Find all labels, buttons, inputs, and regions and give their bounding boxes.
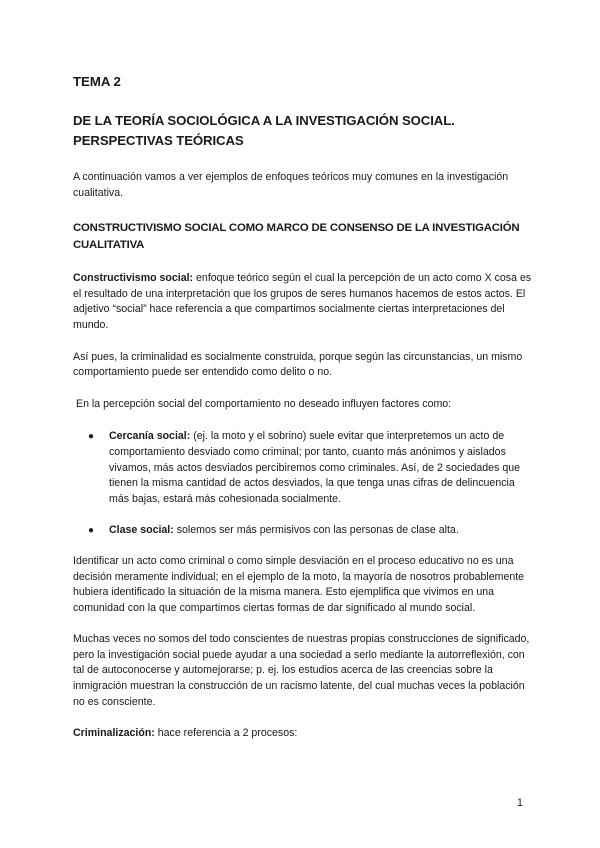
cercania-term: Cercanía social: <box>109 430 191 443</box>
chapter-title <box>73 111 533 151</box>
chapter-title-line2: PERSPECTIVAS TEÓRICAS <box>73 133 244 148</box>
page-content <box>73 74 533 742</box>
chapter-title-line1: DE LA TEORÍA SOCIOLÓGICA A LA INVESTIGACIÓN SOCIAL. <box>73 113 455 128</box>
section-heading: CONSTRUCTIVISMO SOCIAL COMO MARCO DE CONSENSO DE LA INVESTIGACIÓN CUALITATIVA <box>73 222 520 251</box>
constructivismo-definition: enfoque teórico según el cual la percepción de un acto como X cosa es el resultado de una interpretación que los grupos de seres humanos hacemos de estos actos. El adjetivo “social” hace referencia a que compartimos socialmente ciertas interpretaciones del mundo. <box>73 272 532 331</box>
constructivismo-term: Constructivismo social: <box>73 272 194 285</box>
identificar-paragraph: Identificar un acto como criminal o como simple desviación en el proceso educativo no es una decisión meramente individual; en el ejemplo de la moto, la mayoría de nosotros probablemente hubiera identificado la situación de la misma manera. Esto ejemplifica que vivimos en una comunidad con la que compartimos ciertas formas de dar significado al mundo social. <box>73 554 525 614</box>
criminalizacion-term: Criminalización: <box>73 727 155 740</box>
bullet-icon: ● <box>88 525 95 537</box>
cercania-text: (ej. la moto y el sobrino) suele evitar que interpretemos un acto de comportamiento desviado como criminal; por tanto, cuanto más anónimos y aislados vivamos, más actos desviados percibiremos como criminales. Así, de 2 sociedades que tienen la misma cantidad de actos desviados, la que tenga unas cifras de delincuencia más bajas, estará más cohesionada socialmente. <box>109 430 520 505</box>
criminalizacion-text: hace referencia a 2 procesos: <box>154 727 298 740</box>
list-item <box>88 523 533 539</box>
page-number: 1 <box>517 797 523 809</box>
factors-list <box>73 429 533 539</box>
criminalidad-paragraph: Así pues, la criminalidad es socialmente construida, porque según las circunstancias, un mismo comportamiento puede ser entendido como delito o no. <box>73 350 523 379</box>
criminalizacion-paragraph <box>73 726 533 742</box>
bullet-icon: ● <box>88 431 95 443</box>
constructivismo-paragraph <box>73 271 533 333</box>
clase-text: solemos ser más permisivos con las personas de clase alta. <box>173 524 459 537</box>
intro-paragraph: A continuación vamos a ver ejemplos de enfoques teóricos muy comunes en la investigación cualitativa. <box>73 171 509 199</box>
list-item <box>88 429 533 507</box>
clase-term: Clase social: <box>109 524 174 537</box>
tema-heading: TEMA 2 <box>73 74 121 89</box>
muchas-veces-paragraph: Muchas veces no somos del todo conscientes de nuestras propias construcciones de significado, pero la investigación social puede ayudar a una sociedad a serlo mediante la autorreflexión, con tal de autoconocerse y automejorarse; p. ej. los estudios acerca de las creencias sobre la inmigración muestran la construcción de un racismo latente, del cual muchas veces la población no es consciente. <box>73 633 530 708</box>
percepcion-paragraph: En la percepción social del comportamiento no deseado influyen factores como: <box>76 397 452 410</box>
